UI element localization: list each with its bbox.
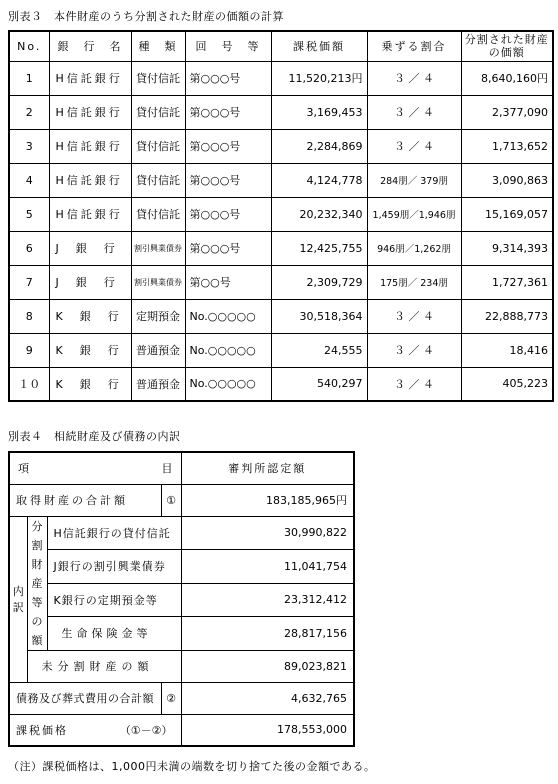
uchi-cell <box>9 516 27 682</box>
row-id: No.○○○○○ <box>185 333 271 367</box>
header-item-left: 項 <box>18 462 29 476</box>
row-id: 第○○○号 <box>185 129 271 163</box>
divided-row-2 <box>9 550 354 584</box>
row-divided: 1,727,361 <box>461 265 553 299</box>
debt-mark: ② <box>161 682 181 714</box>
row-id: 第○○○号 <box>185 197 271 231</box>
row-value: 4,124,778 <box>271 163 367 197</box>
divided-item-label: J銀行の割引興業債券 <box>47 550 181 584</box>
header-value: 課税価額 <box>271 31 367 61</box>
table4-caption: 別表４ 相続財産及び債務の内訳 <box>8 430 181 443</box>
row-no: 7 <box>9 265 49 299</box>
row-value: 20,232,340 <box>271 197 367 231</box>
table4 <box>8 451 355 747</box>
divided-item-value: 28,817,156 <box>181 617 354 651</box>
row-divided: 1,713,652 <box>461 129 553 163</box>
row-divided: 15,169,057 <box>461 197 553 231</box>
header-item <box>9 452 181 484</box>
row-divided: 3,090,863 <box>461 163 553 197</box>
row-bank: H信託銀行 <box>49 163 131 197</box>
row-bank: K 銀 行 <box>49 299 131 333</box>
row-kind: 貸付信託 <box>131 61 185 95</box>
row-value: 12,425,755 <box>271 231 367 265</box>
debt-row <box>9 682 354 714</box>
table-row <box>9 299 553 333</box>
row-kind: 割引興業債券 <box>131 231 185 265</box>
total-mark: ① <box>161 484 181 516</box>
row-kind: 普通預金 <box>131 367 185 401</box>
table-row <box>9 265 553 299</box>
total-value: 183,185,965円 <box>181 484 354 516</box>
row-bank: H信託銀行 <box>49 197 131 231</box>
divided-item-label: K銀行の定期預金等 <box>47 583 181 617</box>
divided-group-1: 割 <box>31 538 43 552</box>
row-kind: 貸付信託 <box>131 163 185 197</box>
table-row <box>9 95 553 129</box>
row-ratio: 284朋／ 379朋 <box>367 163 461 197</box>
taxable-value: 178,553,000 <box>181 714 354 746</box>
divided-row-3 <box>9 583 354 617</box>
row-kind: 定期預金 <box>131 299 185 333</box>
row-id: 第○○○号 <box>185 231 271 265</box>
taxable-row <box>9 714 354 746</box>
row-divided: 18,416 <box>461 333 553 367</box>
row-divided: 2,377,090 <box>461 95 553 129</box>
row-id: No.○○○○○ <box>185 367 271 401</box>
row-no: １０ <box>9 367 49 401</box>
table-row <box>9 129 553 163</box>
header-divided: 分割された財産の価額 <box>461 31 553 61</box>
header-no: No. <box>9 31 49 61</box>
row-value: 540,297 <box>271 367 367 401</box>
row-kind: 貸付信託 <box>131 197 185 231</box>
divided-group-0: 分 <box>31 519 43 533</box>
taxable-label: 課税価格 <box>16 723 68 737</box>
row-ratio: ３ ／ ４ <box>367 333 461 367</box>
divided-item-value: 23,312,412 <box>181 583 354 617</box>
row-id: 第○○○号 <box>185 163 271 197</box>
table-row <box>9 61 553 95</box>
divided-group-2: 財 <box>31 557 43 571</box>
table-row <box>9 197 553 231</box>
taxable-label-cell <box>9 714 181 746</box>
table-row <box>9 163 553 197</box>
row-ratio: 1,459朋／1,946朋 <box>367 197 461 231</box>
divided-group-label <box>27 516 47 650</box>
header-kind: 種 類 <box>131 31 185 61</box>
uchi-bottom: 訳 <box>12 601 24 614</box>
row-id: 第○○号 <box>185 265 271 299</box>
uchi-top: 内 <box>12 585 24 598</box>
row-bank: J 銀 行 <box>49 231 131 265</box>
row-kind: 貸付信託 <box>131 129 185 163</box>
undivided-row <box>9 650 354 682</box>
row-bank: H信託銀行 <box>49 129 131 163</box>
table-row <box>9 367 553 401</box>
divided-group-3: 産 <box>31 576 43 590</box>
divided-group-4: 等 <box>31 595 43 609</box>
divided-row-1 <box>9 516 354 550</box>
header-amount: 審判所認定額 <box>181 452 354 484</box>
row-id: 第○○○号 <box>185 95 271 129</box>
table-row <box>9 231 553 265</box>
row-bank: H信託銀行 <box>49 61 131 95</box>
row-no: 6 <box>9 231 49 265</box>
row-ratio: ３ ／ ４ <box>367 299 461 333</box>
debt-value: 4,632,765 <box>181 682 354 714</box>
row-kind: 普通預金 <box>131 333 185 367</box>
row-value: 2,309,729 <box>271 265 367 299</box>
undivided-value: 89,023,821 <box>181 650 354 682</box>
row-no: 9 <box>9 333 49 367</box>
row-no: 8 <box>9 299 49 333</box>
divided-item-value: 30,990,822 <box>181 516 354 550</box>
table3-caption: 別表３ 本件財産のうち分割された財産の価額の計算 <box>8 10 284 23</box>
row-value: 3,169,453 <box>271 95 367 129</box>
row-divided: 8,640,160円 <box>461 61 553 95</box>
taxable-formula: （①－②） <box>119 723 173 737</box>
divided-item-label: H信託銀行の貸付信託 <box>47 516 181 550</box>
divided-item-value: 11,041,754 <box>181 550 354 584</box>
header-bank: 銀 行 名 <box>49 31 131 61</box>
row-value: 11,520,213円 <box>271 61 367 95</box>
divided-item-label: 生命保険金等 <box>47 617 181 651</box>
divided-group-6: 額 <box>31 633 43 647</box>
row-ratio: 175朋／ 234朋 <box>367 265 461 299</box>
row-id: No.○○○○○ <box>185 299 271 333</box>
header-item-right: 目 <box>161 462 173 476</box>
row-no: 4 <box>9 163 49 197</box>
row-no: 3 <box>9 129 49 163</box>
debt-label: 債務及び葬式費用の合計額 <box>9 682 161 714</box>
row-bank: K 銀 行 <box>49 333 131 367</box>
row-ratio: ３ ／ ４ <box>367 367 461 401</box>
row-divided: 9,314,393 <box>461 231 553 265</box>
table3-header-row <box>9 31 553 61</box>
table-row <box>9 333 553 367</box>
total-row <box>9 484 354 516</box>
row-bank: J 銀 行 <box>49 265 131 299</box>
row-divided: 405,223 <box>461 367 553 401</box>
undivided-label: 未分割財産の額 <box>27 650 181 682</box>
row-divided: 22,888,773 <box>461 299 553 333</box>
row-kind: 貸付信託 <box>131 95 185 129</box>
table3 <box>8 30 554 402</box>
row-kind: 割引興業債券 <box>131 265 185 299</box>
row-no: 1 <box>9 61 49 95</box>
row-id: 第○○○号 <box>185 61 271 95</box>
row-ratio: ３ ／ ４ <box>367 61 461 95</box>
row-value: 24,555 <box>271 333 367 367</box>
row-value: 2,284,869 <box>271 129 367 163</box>
row-ratio: 946朋／1,262朋 <box>367 231 461 265</box>
row-bank: K 銀 行 <box>49 367 131 401</box>
row-value: 30,518,364 <box>271 299 367 333</box>
divided-row-4 <box>9 617 354 651</box>
row-no: 5 <box>9 197 49 231</box>
row-ratio: ３ ／ ４ <box>367 129 461 163</box>
header-id: 回 号 等 <box>185 31 271 61</box>
divided-group-5: の <box>31 614 43 628</box>
row-ratio: ３ ／ ４ <box>367 95 461 129</box>
row-bank: H信託銀行 <box>49 95 131 129</box>
header-ratio: 乗ずる割合 <box>367 31 461 61</box>
row-no: 2 <box>9 95 49 129</box>
total-label: 取得財産の合計額 <box>9 484 161 516</box>
table4-header-row <box>9 452 354 484</box>
footnote: （注）課税価格は、1,000円未満の端数を切り捨てた後の金額である。 <box>8 760 376 773</box>
